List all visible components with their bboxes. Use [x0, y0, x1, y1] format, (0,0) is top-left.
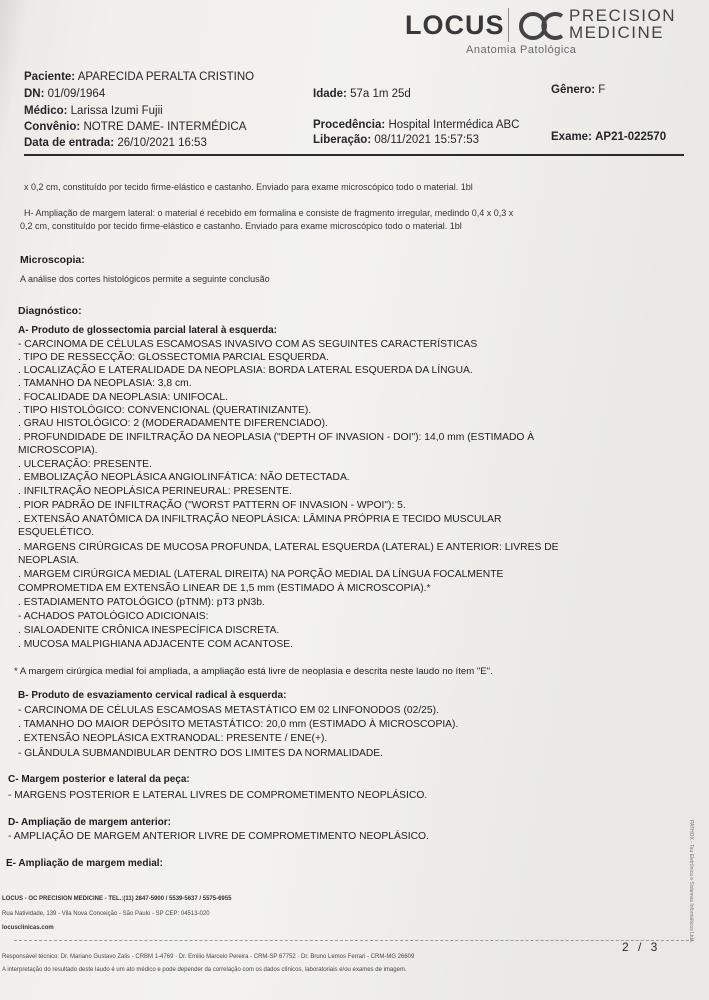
diag-a-line: . MARGENS CIRÚRGICAS DE MUCOSA PROFUNDA, LATERAL ESQUERDA (LATERAL) E ANTERIOR: LIVRES DE [18, 542, 559, 553]
origin: Hospital Intermédica ABC [388, 119, 520, 131]
release-date: 08/11/2021 15:57:53 [374, 134, 480, 146]
diag-a-line: . GRAU HISTOLÓGICO: 2 (MODERADAMENTE DIFERENCIADO). [18, 418, 328, 429]
exam-id: AP21-022570 [595, 131, 667, 143]
diag-note: * A margem cirúrgica medial foi ampliada, a ampliação está livre de neoplasia e descrita neste laudo no ítem "E". [14, 666, 493, 677]
birth-date: 01/09/1964 [47, 88, 106, 100]
diag-title: Diagnóstico: [18, 305, 82, 317]
insurance: NOTRE DAME- INTERMÉDICA [83, 121, 247, 133]
idade-row [313, 88, 411, 100]
micro-title: Microscopia: [20, 254, 85, 266]
diag-a-line: . LOCALIZAÇÃO E LATERALIDADE DA NEOPLASIA: BORDA LATERAL ESQUERDA DA LÍNGUA. [18, 365, 473, 376]
diag-a-line: . TIPO HISTOLÓGICO: CONVENCIONAL (QUERATINIZANTE). [18, 405, 312, 416]
footer-company: LOCUS - OC PRECISION MEDICINE - TEL.:(11) 2847-5900 / 5539-5637 / 5575-6955 [2, 896, 232, 902]
diag-a-line: . PROFUNDIDADE DE INFILTRAÇÃO DA NEOPLASIA ("DEPTH OF INVASION - DOI"): 14,0 mm (ESTIMADO À [18, 432, 535, 443]
diag-d-line: - AMPLIAÇÃO DE MARGEM ANTERIOR LIVRE DE COMPROMETIMENTO NEOPLÁSICO. [8, 831, 429, 842]
label-idade: Idade: [313, 88, 347, 100]
label-dn: DN: [24, 88, 45, 100]
diag-c-line: - MARGENS POSTERIOR E LATERAL LIVRES DE COMPROMETIMENTO NEOPLÁSICO. [8, 790, 428, 801]
label-entrada: Data de entrada: [24, 137, 115, 149]
side-vendor-text: PATHOX - Tau Eletrônica e Sistemas Informáticos Ltda. [688, 820, 694, 944]
diag-c-title: C- Margem posterior e lateral da peça: [8, 774, 190, 785]
entry-date: 26/10/2021 16:53 [117, 137, 207, 149]
label-genero: Gênero: [551, 84, 596, 96]
label-paciente: Paciente: [24, 71, 76, 83]
label-medico: Médico: [24, 105, 68, 117]
patient-name-row [24, 71, 254, 83]
diag-b-line: - CARCINOMA DE CÉLULAS ESCAMOSAS METASTÁTICO EM 02 LINFONODOS (02/25). [18, 705, 439, 716]
macro-line-3: 0,2 cm, constituído por tecido firme-elástico e castanho. Enviado para exame microscópico todo o material. 1bl [20, 221, 462, 231]
micro-text: A análise dos cortes histológicos permite a seguinte conclusão [20, 274, 270, 284]
liberacao-row [313, 134, 479, 146]
diag-b-title: B- Produto de esvaziamento cervical radical à esquerda: [18, 690, 287, 701]
patient-name: APARECIDA PERALTA CRISTINO [77, 71, 255, 83]
diag-a-title: A- Produto de glossectomia parcial lateral à esquerda: [18, 325, 277, 336]
oc-logo-icon [518, 8, 566, 49]
logo-precision: PRECISION [569, 6, 677, 25]
footer-address: Rua Natividade, 139 - Vila Nova Conceição - São Paulo - SP CEP: 04513-020 [2, 911, 210, 917]
entrada-row [24, 137, 207, 149]
diag-a-line: . ESTADIAMENTO PATOLÓGICO (pTNM): pT3 pN3b. [18, 597, 265, 608]
diag-a-line: - ACHADOS PATOLÓGICO ADICIONAIS: [18, 611, 209, 622]
diag-a-line: . INFILTRAÇÃO NEOPLÁSICA PERINEURAL: PRESENTE. [18, 486, 292, 497]
diag-d-title: D- Ampliação de margem anterior: [8, 817, 172, 828]
procedencia-row [313, 119, 519, 131]
diag-a-line: . MUCOSA MALPIGHIANA ADJACENTE COM ACANTOSE. [18, 639, 294, 650]
diag-a-line: . TAMANHO DA NEOPLASIA: 3,8 cm. [18, 378, 192, 389]
diag-a-line: . TIPO DE RESSECÇÃO: GLOSSECTOMIA PARCIAL ESQUERDA. [18, 352, 329, 363]
page-number: 2 / 3 [622, 940, 661, 954]
header-rule [24, 154, 684, 156]
logo-subtitle: Anatomia Patológica [466, 44, 577, 56]
footer-disclaimer: A interpretação do resultado deste laudo é um ato médico e pode depender da correlação com os dados clínicos, laboratoriais e/ou exames de imagem. [2, 967, 407, 973]
label-convenio: Convênio: [24, 121, 81, 133]
label-exame: Exame: [551, 131, 592, 143]
diag-a-line: ESQUELÉTICO. [18, 527, 95, 538]
diag-a-line: COMPROMETIDA EM EXTENSÃO LINEAR DE 1,5 mm (ESTIMADO À MICROSCOPIA).* [18, 583, 431, 594]
footer-tech: Responsável técnico: Dr. Mariano Gustavo Zalis - CRBM 1-4769 · Dr. Emilio Marcelo Pereira - CRM-SP 67752 · Dr. Bruno Lemos Ferrari - CRM-MG 26609 [2, 954, 415, 960]
diag-a-line: . FOCALIDADE DA NEOPLASIA: UNIFOCAL. [18, 392, 228, 403]
diag-a-line: . PIOR PADRÃO DE INFILTRAÇÃO ("WORST PATTERN OF INVASION - WPOI"): 5. [18, 500, 406, 511]
diag-b-line: . TAMANHO DO MAIOR DEPÓSITO METASTÁTICO: 20,0 mm (ESTIMADO À MICROSCOPIA). [18, 719, 459, 730]
convenio-row [24, 121, 246, 133]
diag-e-title: E- Ampliação de margem medial: [6, 858, 163, 869]
age: 57a 1m 25d [350, 88, 411, 100]
diag-a-line: . EMBOLIZAÇÃO NEOPLÁSICA ANGIOLINFÁTICA: NÃO DETECTADA. [18, 472, 350, 483]
label-procedencia: Procedência: [313, 119, 386, 131]
footer-site: locusclinicas.com [2, 925, 54, 931]
exame-row [551, 131, 666, 143]
diag-b-line: - GLÂNDULA SUBMANDIBULAR DENTRO DOS LIMITES DA NORMALIDADE. [18, 748, 384, 759]
diag-a-line: . SIALOADENITE CRÔNICA INESPECÍFICA DISCRETA. [18, 625, 280, 636]
doctor: Larissa Izumi Fujii [70, 105, 163, 117]
diag-a-line: - CARCINOMA DE CÉLULAS ESCAMOSAS INVASIVO COM AS SEGUINTES CARACTERÍSTICAS [18, 339, 478, 350]
genero-row [551, 84, 605, 96]
macro-line-1: x 0,2 cm, constituído por tecido firme-elástico e castanho. Enviado para exame microscópico todo o material. 1bl [24, 182, 473, 192]
footer-rule [14, 940, 694, 941]
diag-a-line: MICROSCOPIA). [18, 445, 98, 456]
diag-a-line: . EXTENSÃO ANATÔMICA DA INFILTRAÇÃO NEOPLÁSICA: LÂMINA PRÓPRIA E TECIDO MUSCULAR [18, 514, 502, 525]
diag-a-line: NEOPLASIA. [18, 555, 80, 566]
diag-a-line: . ULCERAÇÃO: PRESENTE. [18, 459, 152, 470]
logo-medicine: MEDICINE [569, 23, 665, 42]
logo-divider [508, 8, 509, 42]
diag-b-line: . EXTENSÃO NEOPLÁSICA EXTRANODAL: PRESENTE / ENE(+). [18, 733, 328, 744]
locus-logo: LOCUS [405, 10, 505, 40]
medico-row [24, 105, 163, 117]
gender: F [598, 84, 606, 96]
diag-a-line: . MARGEM CIRÚRGICA MEDIAL (LATERAL DIREITA) NA PORÇÃO MEDIAL DA LÍNGUA FOCALMENTE [18, 569, 504, 580]
macro-line-2: H- Ampliação de margem lateral: o material é recebido em formalina e consiste de fragmento irregular, medindo 0,4 x 0,3 x [24, 208, 514, 218]
dn-row [24, 88, 105, 100]
label-liberacao: Liberação: [313, 134, 372, 146]
